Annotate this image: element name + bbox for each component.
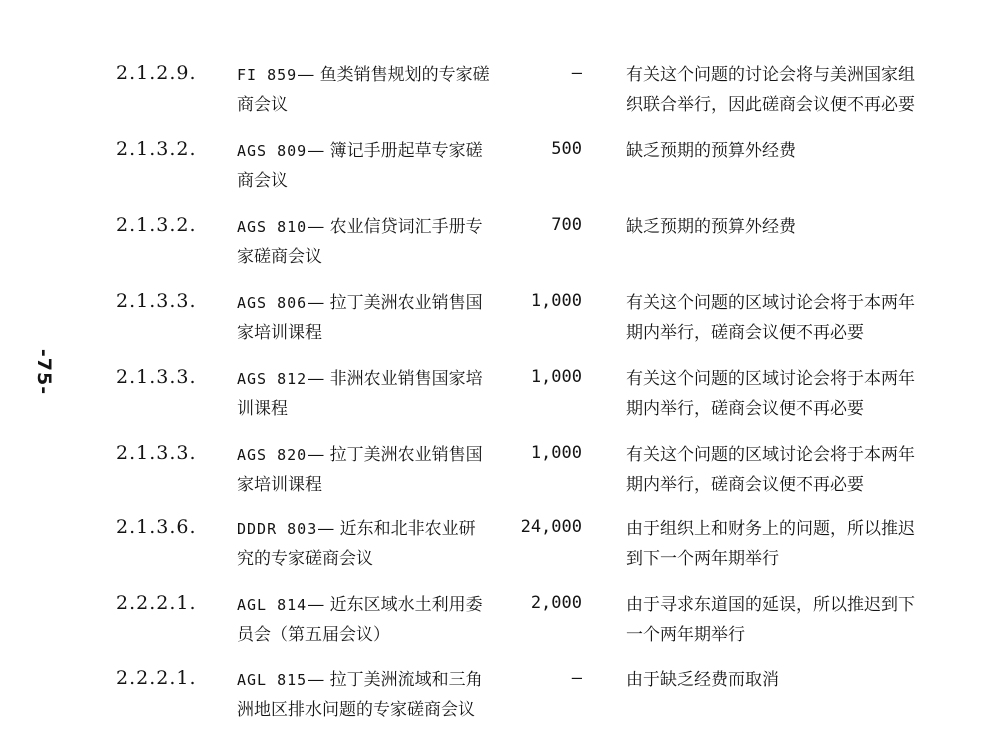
item-number: 2.2.2.1. (116, 667, 197, 689)
page-number: -75- (33, 348, 55, 396)
item-description (237, 590, 507, 650)
item-reason-line1: 由于组织上和财务上的问题，所以推迟 (626, 519, 915, 539)
item-reason-line2: 期内举行，磋商会议便不再必要 (626, 323, 864, 343)
item-description-line2: 员会（第五届会议） (237, 625, 390, 645)
item-description-line2: 家培训课程 (237, 475, 322, 495)
item-description-line2: 商会议 (237, 171, 288, 191)
item-description (237, 514, 507, 574)
item-description-line2: 家磋商会议 (237, 247, 322, 267)
item-number: 2.1.3.3. (116, 290, 197, 312)
item-code: AGL 814 (237, 596, 308, 614)
item-description-line2: 洲地区排水问题的专家磋商会议 (237, 700, 475, 720)
item-number: 2.1.3.2. (116, 138, 197, 160)
table-row (0, 514, 1000, 584)
item-description-line1: — 近东区域水土利用委 (307, 595, 483, 615)
item-description-line1: — 簿记手册起草专家磋 (307, 141, 483, 161)
item-description (237, 364, 507, 424)
item-code: AGS 806 (237, 294, 308, 312)
item-description-line1: — 拉丁美洲农业销售国 (307, 445, 483, 465)
item-number: 2.1.2.9. (116, 62, 197, 84)
item-description-line2: 训课程 (237, 399, 288, 419)
table-row (0, 60, 1000, 130)
item-code: AGL 815 (237, 671, 308, 689)
item-reason (626, 514, 936, 574)
item-description (237, 440, 507, 500)
item-code: DDDR 803 (237, 520, 318, 538)
item-description-line1: — 拉丁美洲流域和三角 (307, 670, 483, 690)
item-reason (626, 212, 936, 242)
table-row (0, 440, 1000, 510)
item-reason (626, 440, 936, 500)
item-description-line2: 究的专家磋商会议 (237, 549, 373, 569)
item-reason-line1: 有关这个问题的区域讨论会将于本两年 (626, 293, 915, 313)
item-reason-line1: 缺乏预期的预算外经费 (626, 217, 796, 237)
item-description (237, 136, 507, 196)
table-row (0, 212, 1000, 282)
table-row (0, 590, 1000, 660)
item-amount: — (571, 63, 582, 83)
item-description-line1: — 鱼类销售规划的专家磋 (297, 65, 490, 85)
item-description (237, 212, 507, 272)
item-reason (626, 590, 936, 650)
item-reason-line1: 有关这个问题的讨论会将与美洲国家组 (626, 65, 915, 85)
item-reason-line1: 有关这个问题的区域讨论会将于本两年 (626, 369, 915, 389)
table-row (0, 288, 1000, 358)
item-amount: 1,000 (530, 443, 582, 463)
item-code: AGS 809 (237, 142, 308, 160)
table-row (0, 136, 1000, 206)
item-reason-line1: 由于寻求东道国的延误，所以推迟到下 (626, 595, 915, 615)
item-reason (626, 364, 936, 424)
table-row (0, 364, 1000, 434)
item-number: 2.1.3.2. (116, 214, 197, 236)
item-reason-line1: 缺乏预期的预算外经费 (626, 141, 796, 161)
item-reason-line2: 一个两年期举行 (626, 625, 745, 645)
item-code: FI 859 (237, 66, 298, 84)
item-reason-line2: 期内举行，磋商会议便不再必要 (626, 399, 864, 419)
item-description-line1: — 农业信贷词汇手册专 (307, 217, 483, 237)
item-code: AGS 810 (237, 218, 308, 236)
item-amount: 1,000 (530, 367, 582, 387)
item-description-line2: 商会议 (237, 95, 288, 115)
table-row (0, 665, 1000, 735)
item-number: 2.1.3.3. (116, 442, 197, 464)
item-reason (626, 288, 936, 348)
item-reason-line2: 到下一个两年期举行 (626, 549, 779, 569)
item-number: 2.1.3.6. (116, 516, 197, 538)
item-number: 2.1.3.3. (116, 366, 197, 388)
item-reason-line1: 由于缺乏经费而取消 (626, 670, 779, 690)
item-description-line1: — 非洲农业销售国家培 (307, 369, 483, 389)
item-code: AGS 812 (237, 370, 308, 388)
item-amount: 700 (551, 215, 582, 235)
item-amount: 2,000 (530, 593, 582, 613)
item-reason-line2: 期内举行，磋商会议便不再必要 (626, 475, 864, 495)
item-reason (626, 60, 936, 120)
item-reason-line1: 有关这个问题的区域讨论会将于本两年 (626, 445, 915, 465)
item-description-line2: 家培训课程 (237, 323, 322, 343)
item-description (237, 665, 507, 725)
item-amount: 500 (551, 139, 582, 159)
item-number: 2.2.2.1. (116, 592, 197, 614)
item-reason (626, 136, 936, 166)
item-reason (626, 665, 936, 695)
item-description (237, 288, 507, 348)
item-code: AGS 820 (237, 446, 308, 464)
item-amount: 1,000 (530, 291, 582, 311)
item-reason-line2: 织联合举行，因此磋商会议便不再必要 (626, 95, 915, 115)
item-description-line1: — 近东和北非农业研 (317, 519, 476, 539)
item-amount: 24,000 (520, 517, 582, 537)
item-description (237, 60, 507, 120)
item-amount: — (571, 668, 582, 688)
item-description-line1: — 拉丁美洲农业销售国 (307, 293, 483, 313)
